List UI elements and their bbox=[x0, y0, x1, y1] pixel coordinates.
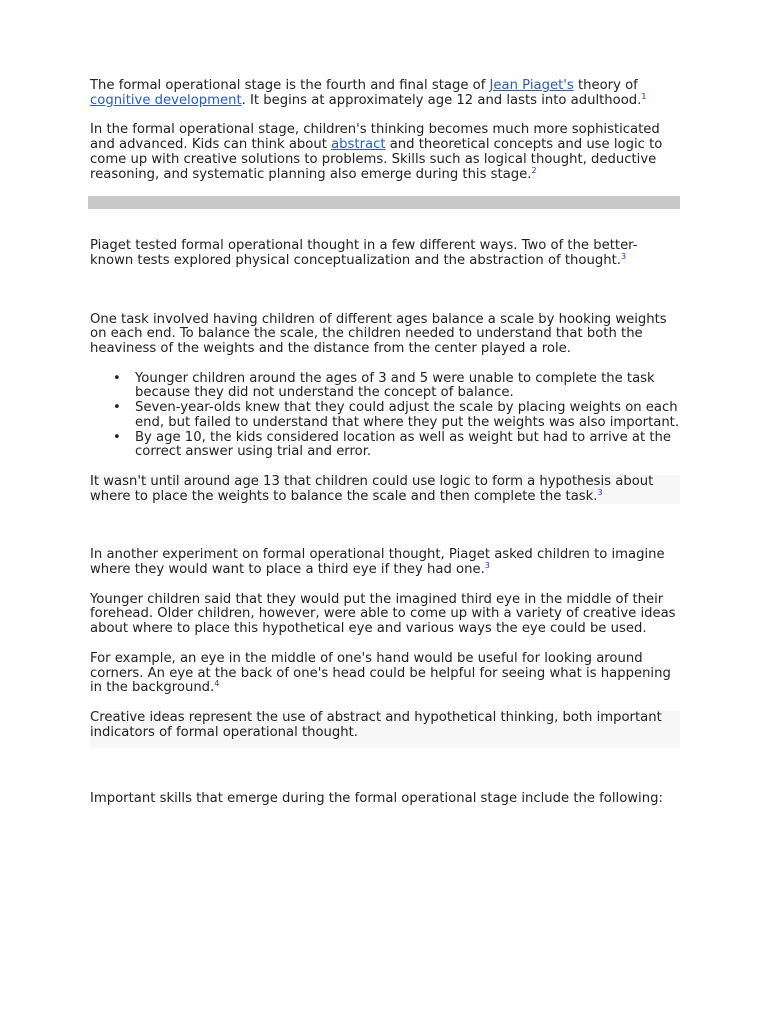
intro-text: The formal operational stage is the fourth and final stage of bbox=[90, 78, 490, 93]
third-eye-text: For example, an eye in the middle of one's hand would be useful for looking around corners. An eye at the back of one's head could be helpful for seeing what is happening in the background. bbox=[90, 650, 671, 696]
third-eye-callout bbox=[90, 711, 680, 748]
cognitive-development-link[interactable]: cognitive development bbox=[90, 92, 242, 108]
tests-paragraph bbox=[90, 239, 680, 268]
list-item: • By age 10, the kids considered location as well as weight but had to arrive at the correct answer using trial and error. bbox=[135, 431, 680, 460]
jean-piaget-link[interactable]: Jean Piaget's bbox=[489, 78, 574, 93]
intro-text: theory of bbox=[573, 78, 638, 93]
list-item: • Younger children around the ages of 3 and 5 were unable to complete the task because they did not understand the concept of balance. bbox=[135, 372, 680, 401]
scale-task-list bbox=[90, 372, 680, 460]
intro-paragraph-2 bbox=[90, 123, 680, 182]
callout-text bbox=[90, 475, 680, 504]
footnote-ref[interactable]: 3 bbox=[620, 251, 627, 261]
third-eye-paragraph-2: Younger children said that they would put the imagined third eye in the middle of their forehead. Older children, however, were able to come up with a variety of creative ideas about where to place this hypothetical eye and various ways the eye could be used. bbox=[90, 591, 676, 637]
footnote-ref[interactable]: 3 bbox=[484, 561, 490, 571]
intro-text: and theoretical concepts and use logic to come up with creative solutions to problems. Skills such as logical thought, deductive reasoning, and systematic planning also emerge during this stage. bbox=[90, 137, 663, 182]
footnote-ref[interactable]: 4 bbox=[214, 679, 220, 689]
third-eye-text: In another experiment on formal operational thought, Piaget asked children to imagine where they would want to place a third eye if they had one. bbox=[90, 547, 665, 578]
scale-task-paragraph: One task involved having children of different ages balance a scale by hooking weights on each end. To balance the scale, the children needed to understand that both the heaviness of the weights and the distance from the center played a role. bbox=[90, 311, 667, 357]
skills-intro-paragraph: Important skills that emerge during the formal operational stage include the following: bbox=[90, 791, 663, 807]
third-eye-paragraph-3 bbox=[90, 652, 680, 696]
scale-task-callout bbox=[90, 475, 680, 504]
list-item: • Seven-year-olds knew that they could adjust the scale by placing weights on each end, but failed to understand that where they put the weights was also important. bbox=[135, 401, 680, 430]
abstract-link[interactable]: abstract bbox=[331, 137, 386, 153]
tests-text: Piaget tested formal operational thought in a few different ways. Two of the better-known tests explored physical conceptualization and the abstraction of thought. bbox=[90, 238, 638, 268]
callout-text: Creative ideas represent the use of abstract and hypothetical thinking, both important indicators of formal operational thought. bbox=[90, 709, 662, 740]
intro-text: In the formal operational stage, children's thinking becomes much more sophisticated and advanced. Kids can think about bbox=[90, 122, 660, 153]
intro-text: . It begins at approximately age 12 and lasts into adulthood. bbox=[241, 92, 642, 108]
footnote-ref[interactable]: 3 bbox=[597, 487, 603, 497]
article-body bbox=[90, 79, 680, 807]
footnote-ref[interactable]: 2 bbox=[531, 165, 537, 175]
footnote-ref[interactable]: 1 bbox=[641, 91, 647, 101]
callout-body: It wasn't until around age 13 that children could use logic to form a hypothesis about where to place the weights to balance the scale and then complete the task. bbox=[90, 473, 654, 504]
third-eye-paragraph-1 bbox=[90, 548, 680, 577]
section-divider bbox=[88, 196, 680, 209]
intro-paragraph-1 bbox=[90, 79, 680, 108]
